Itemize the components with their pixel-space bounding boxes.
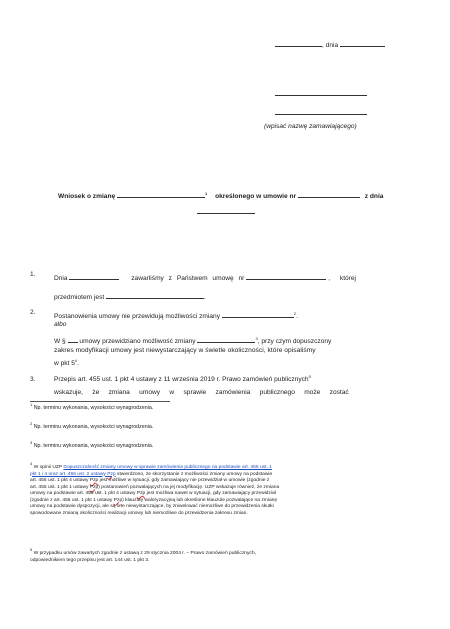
p2-line2: W § umowy przewidziano możliwość zmiany $^3$, przy czym dopuszczony — [54, 336, 332, 345]
footnote-4-line6: (zgodnie z art. 455 ust. 1 pkt 1 ustawy Pzp) klauzulę waloryzacyjną lub określone klauzule pozwalające na zmianę — [30, 497, 278, 503]
authority-line-2[interactable] — [275, 114, 367, 115]
uzp-opinion-link-cont[interactable]: pkt 1 i 4 oraz art. 455 ust. 2 ustawy Pzp — [30, 471, 116, 477]
p2-section-blank[interactable] — [68, 334, 78, 343]
footnote-5-line1: $^5$ W przypadku umów zawartych zgodnie z ustawą z 29 stycznia 2004 r. – Prawo zamówień publicznych, — [30, 547, 256, 556]
p1-number-blank[interactable] — [246, 271, 326, 280]
p2-line4: w pkt $5^4$. — [54, 358, 79, 367]
p1-number: 1. — [30, 271, 36, 278]
p3-line1: Przepis art. 455 ust. 1 pkt 4 ustawy z 11 września 2019 r. Prawo zamówień publicznych$^5$ — [54, 374, 311, 383]
footnote-5-line2: odpowiednikiem tego przepisu jest art. 144 ust. 1 pkt 3. — [30, 557, 150, 563]
footnote-5 — [30, 547, 410, 564]
p2-line1: Postanowienia umowy nie przewidują możliwości zmiany $^2$. — [54, 311, 298, 320]
p2-albo: albo — [54, 321, 67, 328]
p2-blank-2[interactable] — [197, 334, 255, 343]
spellcheck-word: Pzp — [136, 491, 146, 496]
footnote-4-line2: pkt 1 i 4 oraz art. 455 ust. 2 ustawy Pzp stwierdzono, że skorzystanie z możliwości zmiany umowy na podstawie — [30, 471, 273, 477]
p1-line2: przedmiotem jest . — [54, 290, 206, 302]
p3-number: 3. — [30, 376, 36, 383]
title-part2: określonego w umowie nr — [215, 193, 297, 200]
authority-hint: (wpisać nazwę zamawiającego) — [264, 123, 357, 130]
footnote-4-line3: art. 455 ust. 1 pkt 4 ustawy Pzp jest możliwe w sytuacji, gdy zamawiający nie przewidział w umowie (zgodnie z — [30, 478, 270, 483]
spellcheck-word: Pzp — [107, 471, 116, 477]
title-blank-1[interactable] — [117, 189, 208, 198]
place-blank[interactable] — [275, 38, 322, 47]
title-part3: z dnia — [364, 193, 384, 200]
footnote-1: $^1$ Np. terminu wykonania, wysokości wynagrodzenia. — [30, 402, 154, 411]
spellcheck-word: Pzp — [113, 497, 123, 503]
p1-date-blank[interactable] — [69, 271, 119, 280]
title-sup: 1 — [205, 191, 208, 196]
date-blank[interactable] — [340, 38, 385, 47]
p2-number: 2. — [30, 309, 36, 316]
footnote-4-line7: umowy na podstawie dyspozycji, ale są one niewystarczające, by zniwelować niemożliwe do przewidzenia skutki — [30, 504, 274, 509]
uzp-opinion-link[interactable]: Dopuszczalność zmiany umowy w sprawie zamówienia publicznego na podstawie art. 455 ust. 1 — [63, 465, 272, 470]
p2-blank-1[interactable] — [222, 309, 294, 318]
title-blank-2[interactable] — [298, 189, 360, 198]
footnote-4-line8: spowodowane zmianą okoliczności realizacji umowy lub niemożliwe do przewidzenia zakresu zmian. — [30, 510, 248, 516]
p1-line1: Dnia zawarliśmy z Państwem umowę nr , której — [54, 271, 400, 283]
spellcheck-word: Pzp — [89, 484, 99, 490]
footnote-4-line1: $^4$ W opinii UZP Dopuszczalność zmiany umowy w sprawie zamówienia publicznego na podstawie art. 455 ust. 1 — [30, 461, 272, 470]
p2-line3: zakres modyfikacji umowy jest niewystarczający w świetle okoliczności, które opisaliśmy — [54, 347, 316, 354]
date-label: , dnia — [322, 42, 339, 49]
footnote-4-line4: art. 455 ust. 1 pkt 1 ustawy Pzp) postanowień pozwalających na jej modyfikację. UZP wskazuje również, że zmiana — [30, 484, 280, 490]
p3-line2: wskazuje, że zmiana umowy w sprawie zamówienia publicznego może zostać — [54, 389, 349, 396]
footnote-separator — [30, 401, 170, 402]
date-line — [275, 38, 385, 50]
footnote-2: $^2$ Np. terminu wykonania, wysokości wynagrodzenia. — [30, 421, 154, 430]
footnote-4-line5: umowy na podstawie art. 455 ust. 1 pkt 4 ustawy Pzp jest możliwa nawet w sytuacji, gdy zamawiający przewidział — [30, 491, 276, 496]
spellcheck-word: Pzp — [89, 478, 99, 483]
document-title — [58, 189, 383, 201]
title-blank-3[interactable] — [197, 213, 255, 214]
footnote-4 — [30, 461, 410, 517]
p1-subject-blank[interactable] — [106, 290, 204, 299]
title-part1: Wniosek o zmianę — [58, 193, 116, 200]
authority-line-1[interactable] — [275, 95, 367, 96]
footnote-3: $^3$ Np. terminu wykonania, wysokości wynagrodzenia. — [30, 440, 154, 449]
